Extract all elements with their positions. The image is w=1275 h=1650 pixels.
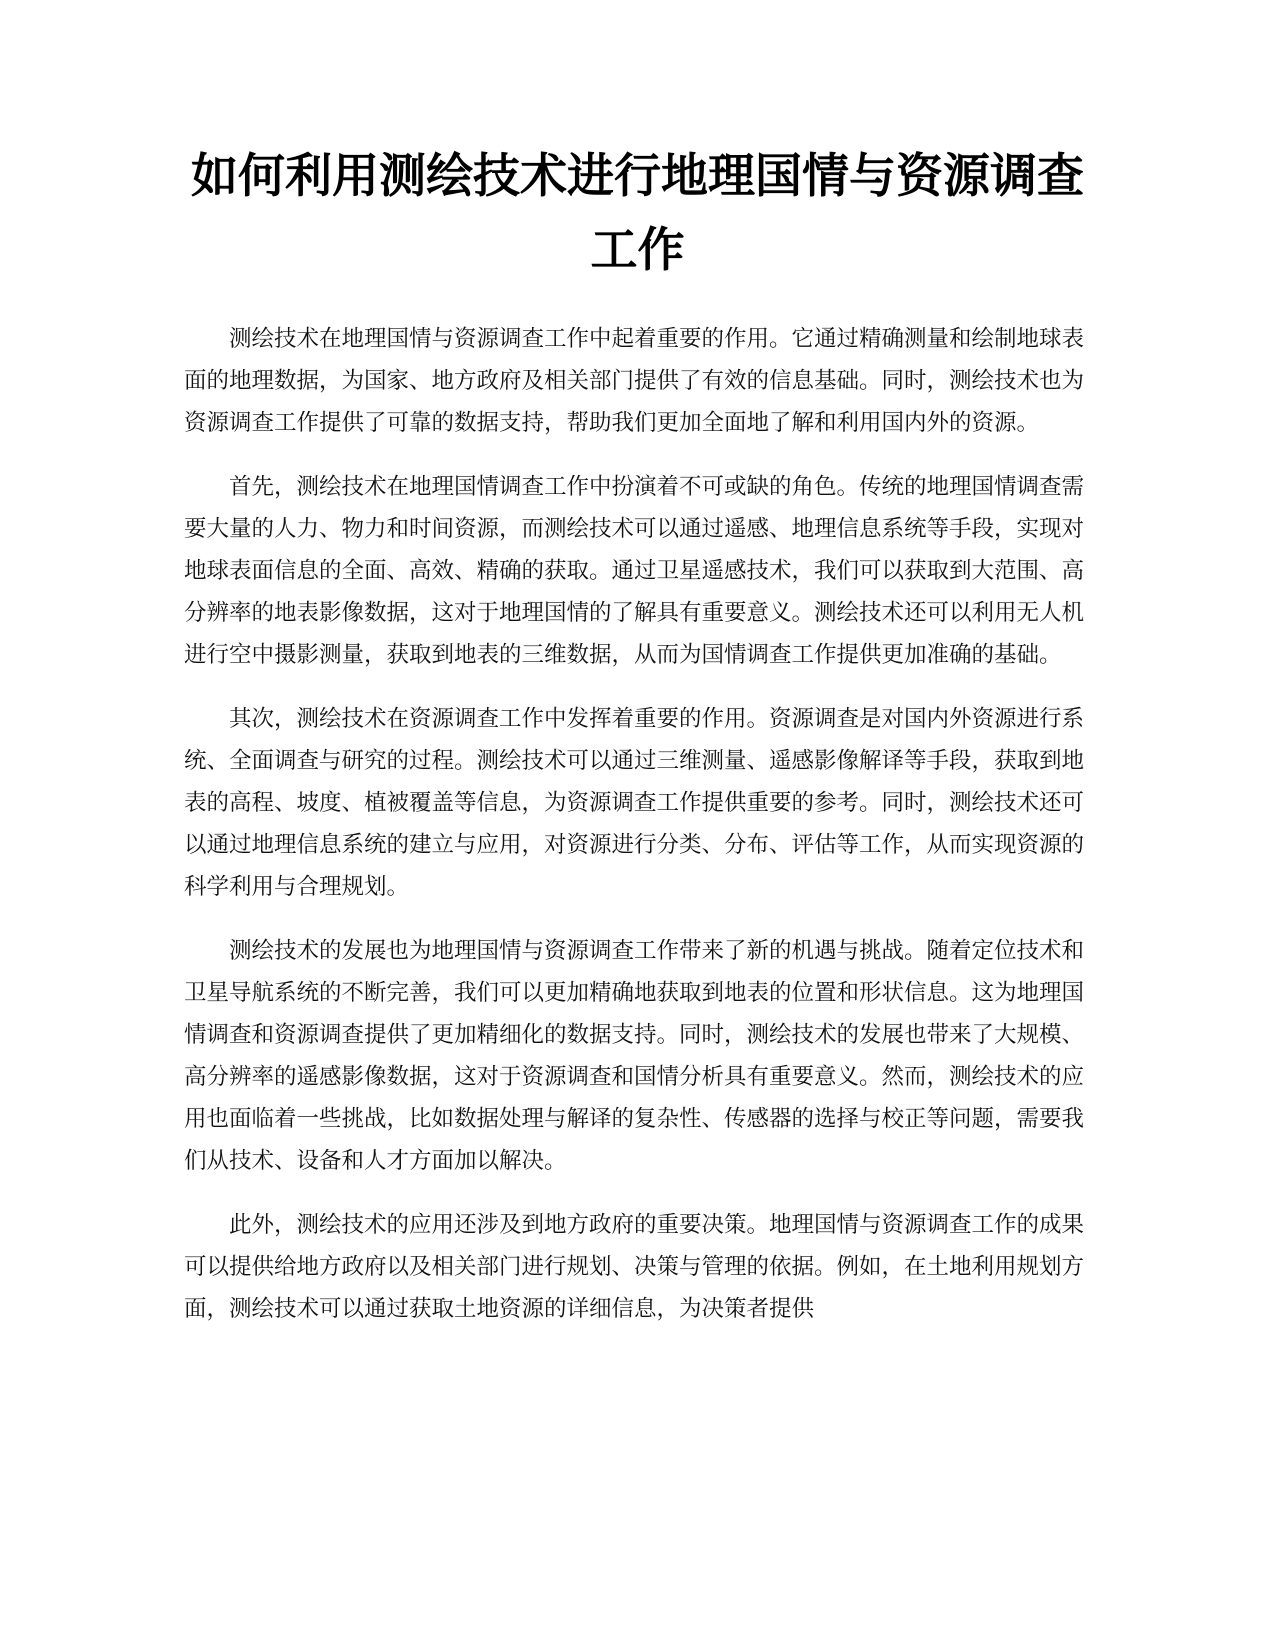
paragraph-3: 其次，测绘技术在资源调查工作中发挥着重要的作用。资源调查是对国内外资源进行系统、全面调查与研究的过程。测绘技术可以通过三维测量、遥感影像解译等手段，获取到地表的高程、坡度、植被覆盖等信息，为资源调查工作提供重要的参考。同时，测绘技术还可以通过地理信息系统的建立与应用，对资源进行分类、分布、评估等工作，从而实现资源的科学利用与合理规划。 <box>184 706 1085 900</box>
document-body <box>184 318 1084 1352</box>
paragraph-2: 首先，测绘技术在地理国情调查工作中扮演着不可或缺的角色。传统的地理国情调查需要大量的人力、物力和时间资源，而测绘技术可以通过遥感、地理信息系统等手段，实现对地球表面信息的全面、高效、精确的获取。通过卫星遥感技术，我们可以获取到大范围、高分辨率的地表影像数据，这对于地理国情的了解具有重要意义。测绘技术还可以利用无人机进行空中摄影测量，获取到地表的三维数据，从而为国情调查工作提供更加准确的基础。 <box>184 474 1085 668</box>
paragraph-1: 测绘技术在地理国情与资源调查工作中起着重要的作用。它通过精确测量和绘制地球表面的地理数据，为国家、地方政府及相关部门提供了有效的信息基础。同时，测绘技术也为资源调查工作提供了可靠的数据支持，帮助我们更加全面地了解和利用国内外的资源。 <box>184 326 1085 436</box>
paragraph-5: 此外，测绘技术的应用还涉及到地方政府的重要决策。地理国情与资源调查工作的成果可以提供给地方政府以及相关部门进行规划、决策与管理的依据。例如，在土地利用规划方面，测绘技术可以通过获取土地资源的详细信息，为决策者提供 <box>184 1212 1085 1322</box>
paragraph-4: 测绘技术的发展也为地理国情与资源调查工作带来了新的机遇与挑战。随着定位技术和卫星导航系统的不断完善，我们可以更加精确地获取到地表的位置和形状信息。这为地理国情调查和资源调查提供了更加精细化的数据支持。同时，测绘技术的发展也带来了大规模、高分辨率的遥感影像数据，这对于资源调查和国情分析具有重要意义。然而，测绘技术的应用也面临着一些挑战，比如数据处理与解译的复杂性、传感器的选择与校正等问题，需要我们从技术、设备和人才方面加以解决。 <box>184 938 1085 1174</box>
document-title: 如何利用测绘技术进行地理国情与资源调查工作 <box>191 149 1084 278</box>
